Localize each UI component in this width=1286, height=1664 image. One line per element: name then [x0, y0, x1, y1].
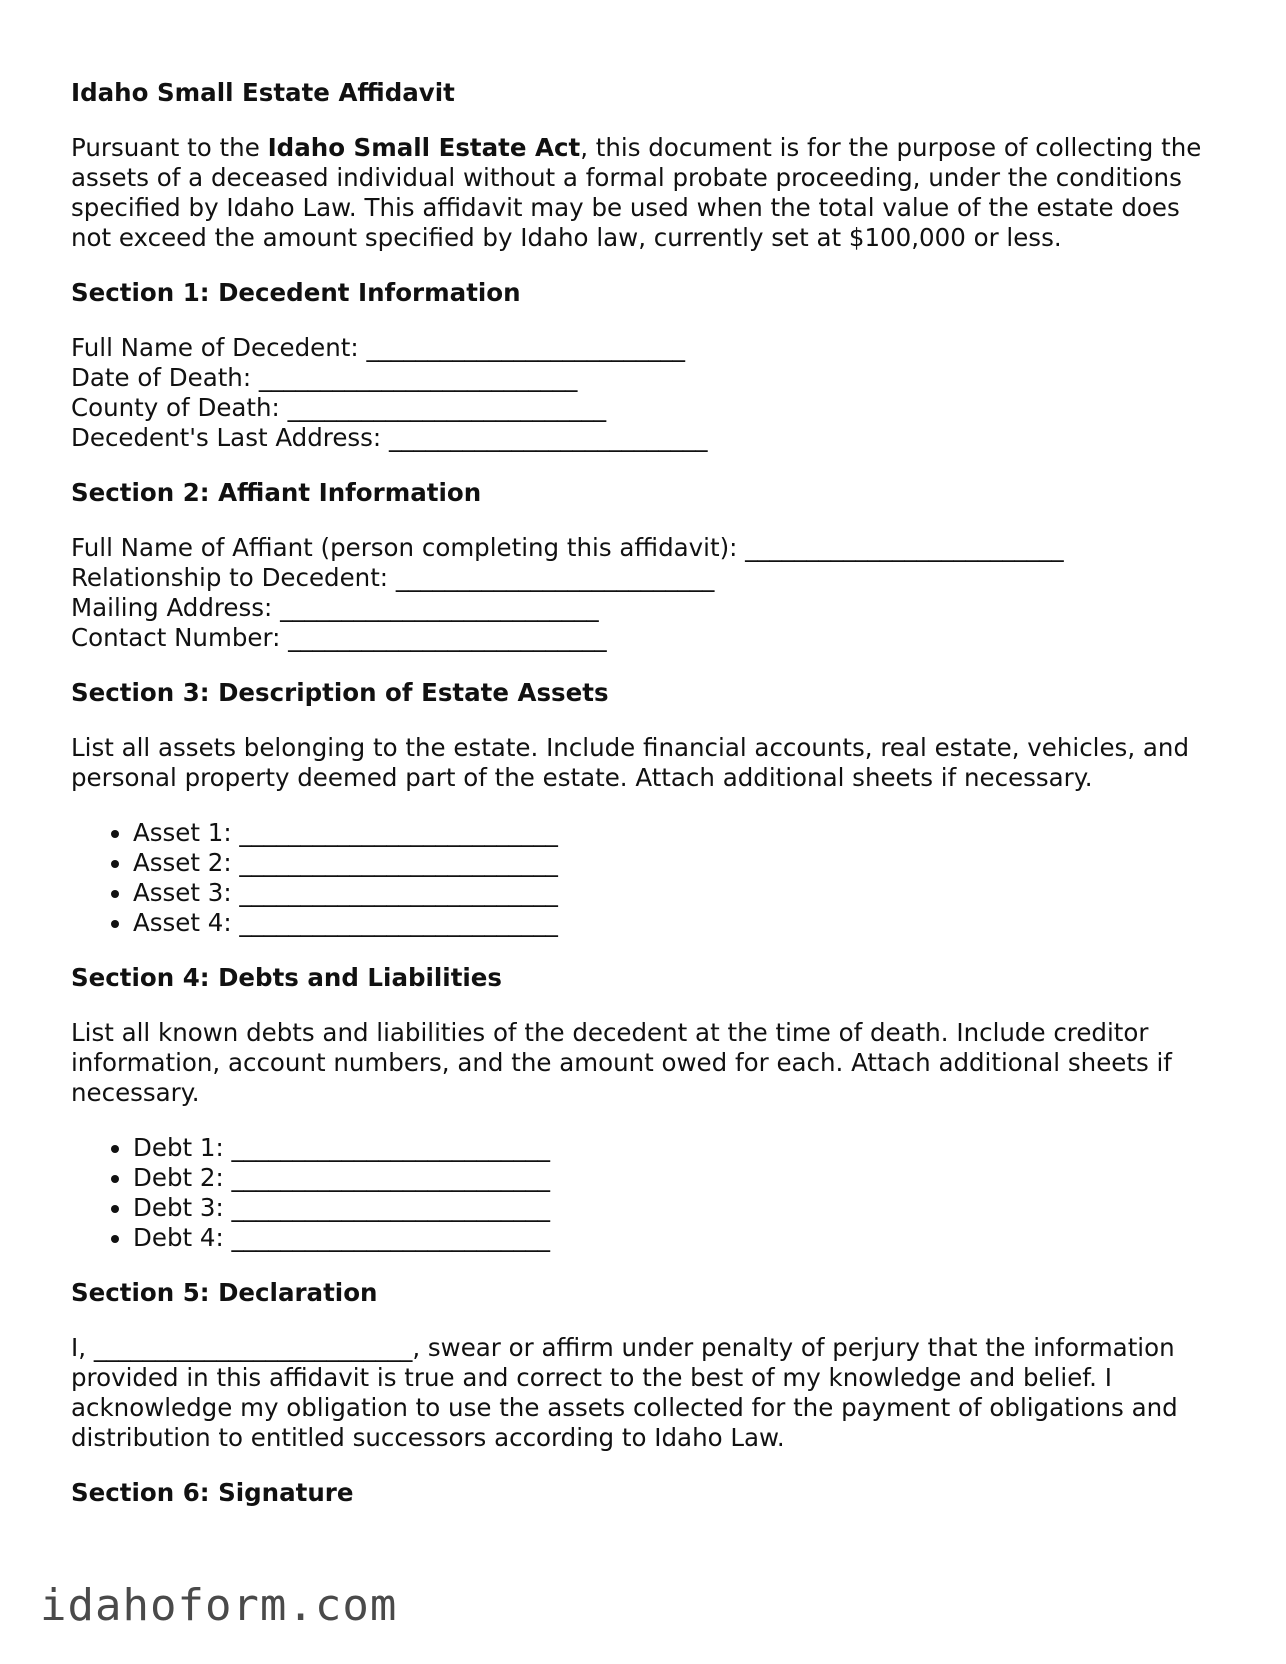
list-item[interactable] — [133, 1133, 1221, 1163]
field-blank[interactable]: __________________________ — [395, 563, 715, 592]
field-label: County of Death: — [71, 393, 288, 422]
declaration-suffix: , swear or affirm under penalty of perjury that the information provided in this affidavit is true and correct to the best of my knowledge and belief. I acknowledge my obligation to use the assets collected for the payment of obligations and distribution to entitled successors according to Idaho Law. — [71, 1333, 1178, 1452]
mailing-address-field[interactable] — [71, 593, 1221, 623]
intro-paragraph — [71, 133, 1221, 253]
asset-list — [71, 818, 1221, 938]
section-1-heading: Section 1: Decedent Information — [71, 278, 521, 307]
section-5-heading: Section 5: Declaration — [71, 1278, 378, 1307]
item-blank[interactable]: __________________________ — [239, 878, 558, 907]
section-2-heading: Section 2: Affiant Information — [71, 478, 482, 507]
field-blank[interactable]: __________________________ — [388, 423, 708, 452]
watermark: idahoform.com — [40, 1580, 398, 1631]
section-1-fields — [71, 333, 1221, 453]
field-blank[interactable]: __________________________ — [288, 623, 607, 652]
item-blank[interactable]: __________________________ — [239, 908, 558, 937]
section-3-description: List all assets belonging to the estate. Include financial accounts, real estate, vehicles, and personal property deemed part of the estate. Attach additional sheets if necessary. — [71, 733, 1189, 792]
item-blank[interactable]: __________________________ — [231, 1193, 551, 1222]
list-item[interactable] — [133, 1193, 1221, 1223]
section-3-heading: Section 3: Description of Estate Assets — [71, 678, 609, 707]
section-6-heading: Section 6: Signature — [71, 1478, 354, 1507]
item-label: Asset 2: — [133, 848, 240, 877]
item-blank[interactable]: __________________________ — [231, 1223, 551, 1252]
document-title: Idaho Small Estate Affidavit — [71, 78, 455, 107]
item-label: Asset 1: — [133, 818, 240, 847]
item-blank[interactable]: __________________________ — [239, 848, 558, 877]
debt-list — [71, 1133, 1221, 1253]
decedent-name-field[interactable] — [71, 333, 1221, 363]
contact-number-field[interactable] — [71, 623, 1221, 653]
item-label: Debt 3: — [133, 1193, 232, 1222]
date-of-death-field[interactable] — [71, 363, 1221, 393]
item-label: Asset 3: — [133, 878, 240, 907]
list-item[interactable] — [133, 878, 1221, 908]
field-blank[interactable]: __________________________ — [366, 333, 685, 362]
section-4-heading: Section 4: Debts and Liabilities — [71, 963, 503, 992]
field-label: Contact Number: — [71, 623, 289, 652]
item-label: Debt 4: — [133, 1223, 232, 1252]
item-label: Debt 1: — [133, 1133, 232, 1162]
list-item[interactable] — [133, 1223, 1221, 1253]
field-blank[interactable]: __________________________ — [287, 393, 607, 422]
item-blank[interactable]: __________________________ — [231, 1163, 551, 1192]
decedent-last-address-field[interactable] — [71, 423, 1221, 453]
section-4-description: List all known debts and liabilities of the decedent at the time of death. Include creditor information, account numbers, and the amount owed for each. Attach additional sheets if necessary. — [71, 1018, 1172, 1107]
affiant-name-field[interactable] — [71, 533, 1221, 563]
list-item[interactable] — [133, 848, 1221, 878]
field-label: Decedent's Last Address: — [71, 423, 389, 452]
section-2-fields — [71, 533, 1221, 653]
field-label: Full Name of Decedent: — [71, 333, 367, 362]
list-item[interactable] — [133, 818, 1221, 848]
list-item[interactable] — [133, 908, 1221, 938]
intro-suffix: , this document is for the purpose of collecting the assets of a deceased individual without a formal probate proceeding, under the conditions specified by Idaho Law. This affidavit may be used when the total value of the estate does not exceed the amount specified by Idaho law, currently set at $100,000 or less. — [71, 133, 1202, 252]
item-blank[interactable]: __________________________ — [231, 1133, 551, 1162]
act-name: Idaho Small Estate Act — [267, 133, 581, 162]
list-item[interactable] — [133, 1163, 1221, 1193]
declarant-name-blank[interactable]: __________________________ — [93, 1333, 413, 1362]
field-blank[interactable]: __________________________ — [745, 533, 1064, 562]
item-label: Debt 2: — [133, 1163, 232, 1192]
item-label: Asset 4: — [133, 908, 240, 937]
intro-prefix: Pursuant to the — [71, 133, 268, 162]
field-blank[interactable]: __________________________ — [258, 363, 578, 392]
field-label: Full Name of Affiant (person completing this affidavit): — [71, 533, 746, 562]
county-of-death-field[interactable] — [71, 393, 1221, 423]
declaration-prefix: I, — [71, 1333, 94, 1362]
field-label: Date of Death: — [71, 363, 259, 392]
document-page — [71, 78, 1221, 1533]
field-label: Relationship to Decedent: — [71, 563, 396, 592]
relationship-field[interactable] — [71, 563, 1221, 593]
field-blank[interactable]: __________________________ — [280, 593, 599, 622]
field-label: Mailing Address: — [71, 593, 281, 622]
declaration-paragraph — [71, 1333, 1221, 1453]
item-blank[interactable]: __________________________ — [239, 818, 558, 847]
